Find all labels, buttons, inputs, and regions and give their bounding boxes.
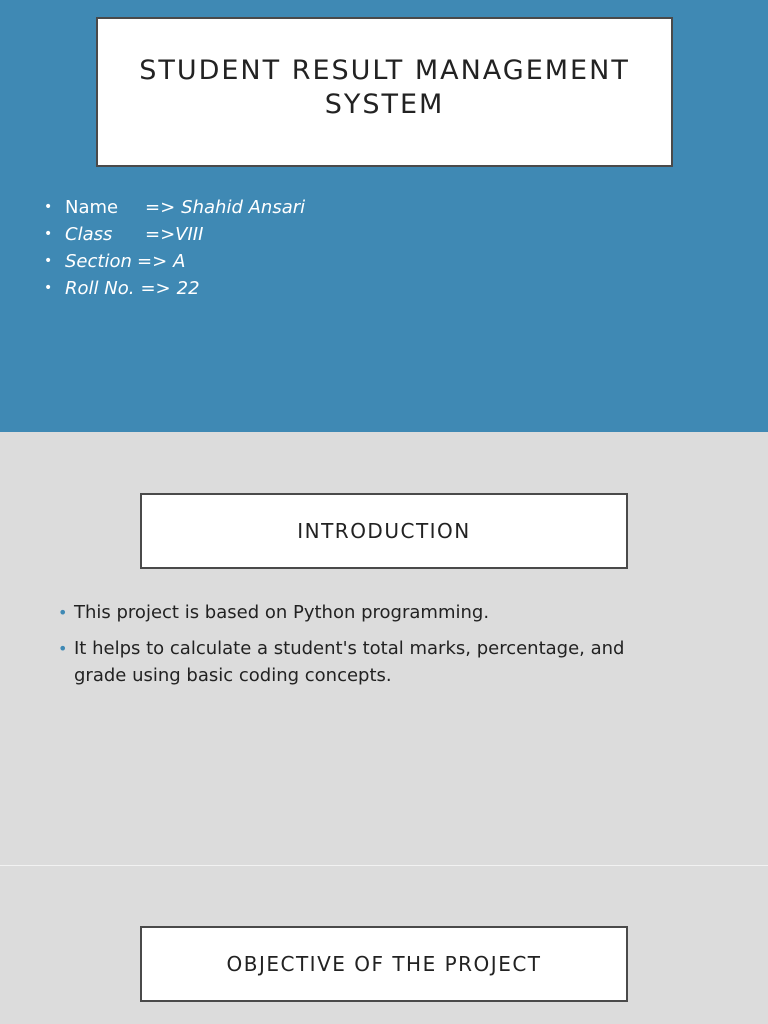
info-value: VIII	[175, 224, 204, 245]
info-item-class	[44, 221, 305, 248]
info-separator: =>	[140, 278, 171, 299]
section-title: OBJECTIVE OF THE PROJECT	[226, 952, 542, 976]
info-separator: =>	[145, 197, 176, 218]
slide-title	[0, 0, 768, 432]
info-value: A	[173, 251, 186, 272]
info-separator: =>	[145, 224, 176, 245]
list-item-text: This project is based on Python programming.	[74, 602, 490, 623]
info-label: Name	[65, 197, 119, 218]
bullet-icon: •	[58, 603, 68, 622]
info-value: Shahid Ansari	[181, 197, 306, 218]
info-label: Section	[65, 251, 132, 272]
slide-introduction	[0, 432, 768, 865]
bullet-icon: •	[44, 199, 53, 215]
info-item-section	[44, 248, 305, 275]
section-title: INTRODUCTION	[297, 519, 471, 543]
bullet-icon: •	[58, 639, 68, 658]
info-item-name	[44, 194, 305, 221]
bullet-icon: •	[44, 280, 53, 296]
bullet-icon: •	[44, 226, 53, 242]
slide-title-text: STUDENT RESULT MANAGEMENT SYSTEM	[139, 55, 630, 120]
info-label: Class	[65, 224, 113, 245]
slide-objective	[0, 866, 768, 1024]
introduction-list	[58, 599, 658, 698]
student-info-list	[44, 194, 305, 302]
section-title-box	[140, 926, 628, 1002]
info-label: Roll No.	[65, 278, 135, 299]
list-item	[58, 635, 658, 689]
section-title-box	[140, 493, 628, 569]
info-separator: =>	[137, 251, 168, 272]
info-value: 22	[176, 278, 200, 299]
info-item-roll-no	[44, 275, 305, 302]
list-item-text: It helps to calculate a student's total marks, percentage, and grade using basic coding concepts.	[74, 638, 625, 686]
bullet-icon: •	[44, 253, 53, 269]
list-item	[58, 599, 658, 626]
title-box	[96, 17, 673, 167]
